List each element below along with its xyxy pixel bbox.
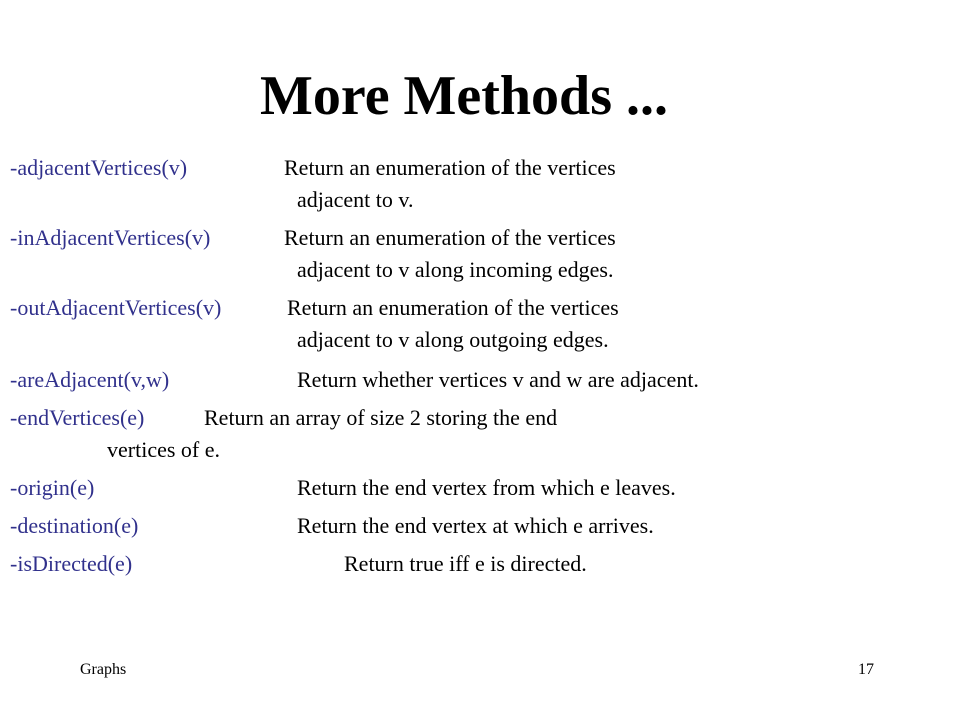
method-is-directed: [10, 550, 587, 578]
method-origin: [10, 474, 676, 502]
method-name: -adjacentVertices(v): [10, 155, 188, 180]
method-description: Return the end vertex from which e leaves.: [297, 475, 676, 500]
method-name: -destination(e): [10, 513, 139, 538]
method-in-adjacent-vertices: [10, 224, 616, 282]
method-description-continued: adjacent to v along outgoing edges.: [297, 327, 609, 352]
method-name: -inAdjacentVertices(v): [10, 225, 211, 250]
method-name: -origin(e): [10, 475, 95, 500]
footer-page-number: 17: [858, 661, 874, 678]
method-description: Return an array of size 2 storing the end: [204, 405, 558, 430]
method-destination: [10, 512, 654, 540]
method-description: Return the end vertex at which e arrives.: [297, 513, 654, 538]
method-name: -endVertices(e): [10, 405, 145, 430]
method-description-continued: vertices of e.: [107, 437, 220, 462]
slide-title: More Methods ...: [260, 65, 668, 127]
method-description: Return an enumeration of the vertices: [284, 155, 616, 180]
method-description: Return true iff e is directed.: [344, 551, 587, 576]
method-are-adjacent: [10, 366, 699, 394]
method-description: Return an enumeration of the vertices: [287, 295, 619, 320]
method-name: -isDirected(e): [10, 551, 133, 576]
method-description-continued: adjacent to v.: [297, 187, 414, 212]
method-description: Return an enumeration of the vertices: [284, 225, 616, 250]
method-name: -outAdjacentVertices(v): [10, 295, 222, 320]
method-end-vertices: [10, 404, 558, 462]
method-description-continued: adjacent to v along incoming edges.: [297, 257, 614, 282]
method-name: -areAdjacent(v,w): [10, 367, 170, 392]
method-adjacent-vertices: [10, 154, 616, 212]
footer-section-label: Graphs: [80, 661, 127, 678]
method-description: Return whether vertices v and w are adjacent.: [297, 367, 699, 392]
method-out-adjacent-vertices: [10, 294, 619, 352]
